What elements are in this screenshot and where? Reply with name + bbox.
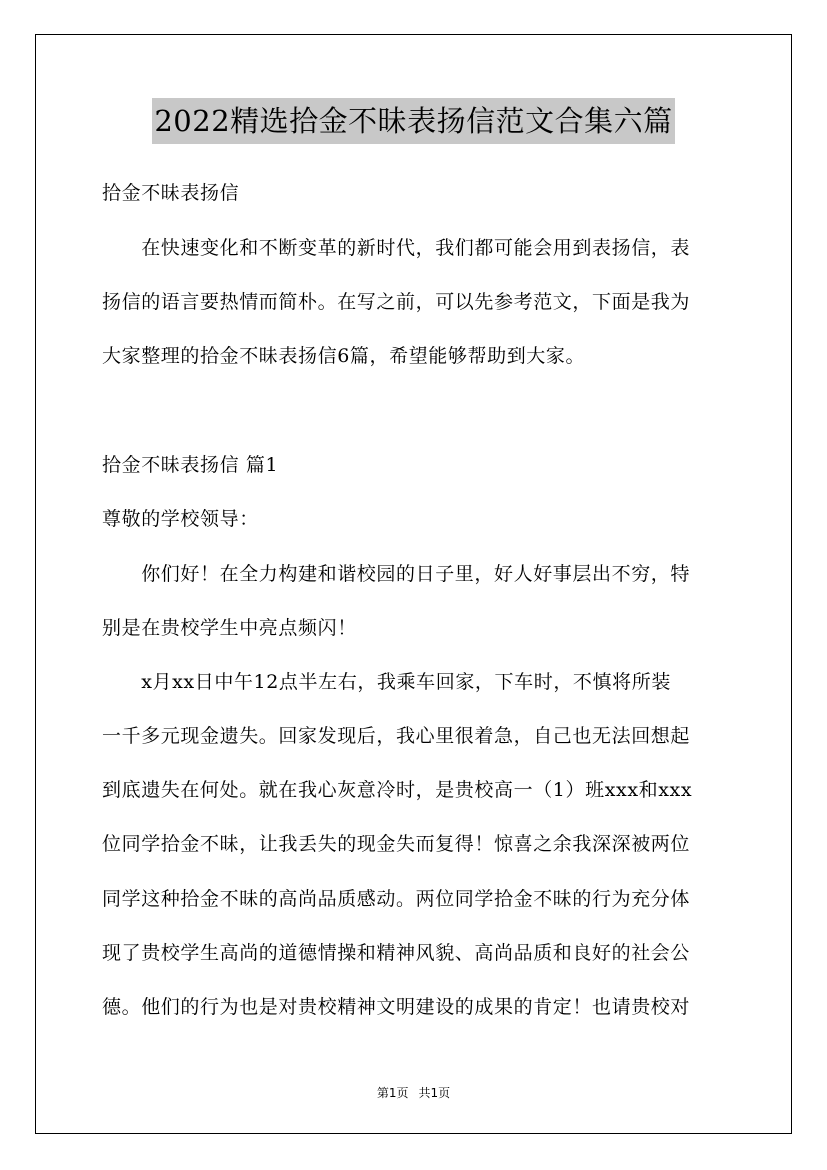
page-total: 共1页: [418, 1086, 451, 1100]
paragraph-line: 大家整理的拾金不昧表扬信6篇，希望能够帮助到大家。: [102, 345, 586, 367]
paragraph-line: 扬信的语言要热情而简朴。在写之前，可以先参考范文，下面是我为: [102, 291, 691, 313]
paragraph-line: 现了贵校学生高尚的道德情操和精神风貌、高尚品质和良好的社会公: [102, 942, 691, 964]
paragraph-line: 在快速变化和不断变革的新时代，我们都可能会用到表扬信，表: [102, 237, 691, 259]
paragraph-line: 位同学拾金不昧，让我丢失的现金失而复得！惊喜之余我深深被两位: [102, 833, 691, 855]
document-title: 2022精选拾金不昧表扬信范文合集六篇: [152, 98, 674, 144]
paragraph-line: 别是在贵校学生中亮点频闪！: [102, 617, 357, 639]
paragraph-line: 同学这种拾金不昧的高尚品质感动。两位同学拾金不昧的行为充分体: [102, 888, 691, 910]
section-heading: 拾金不昧表扬信 篇1: [102, 454, 279, 476]
page-number: 第1页: [376, 1086, 409, 1100]
paragraph-line: 到底遗失在何处。就在我心灰意冷时，是贵校高一（1）班xxx和xxx: [102, 779, 693, 801]
page-footer: [0, 1084, 827, 1101]
paragraph-line: 德。他们的行为也是对贵校精神文明建设的成果的肯定！也请贵校对: [102, 996, 691, 1018]
heading-line: 拾金不昧表扬信: [102, 182, 240, 204]
salutation: 尊敬的学校领导：: [102, 508, 259, 530]
paragraph-line: x月xx日中午12点半左右，我乘车回家，下车时，不慎将所装: [102, 671, 671, 693]
paragraph-line: 你们好！在全力构建和谐校园的日子里，好人好事层出不穷，特: [102, 563, 691, 585]
paragraph-line: 一千多元现金遗失。回家发现后，我心里很着急，自己也无法回想起: [102, 725, 691, 747]
title-container: [0, 98, 827, 144]
